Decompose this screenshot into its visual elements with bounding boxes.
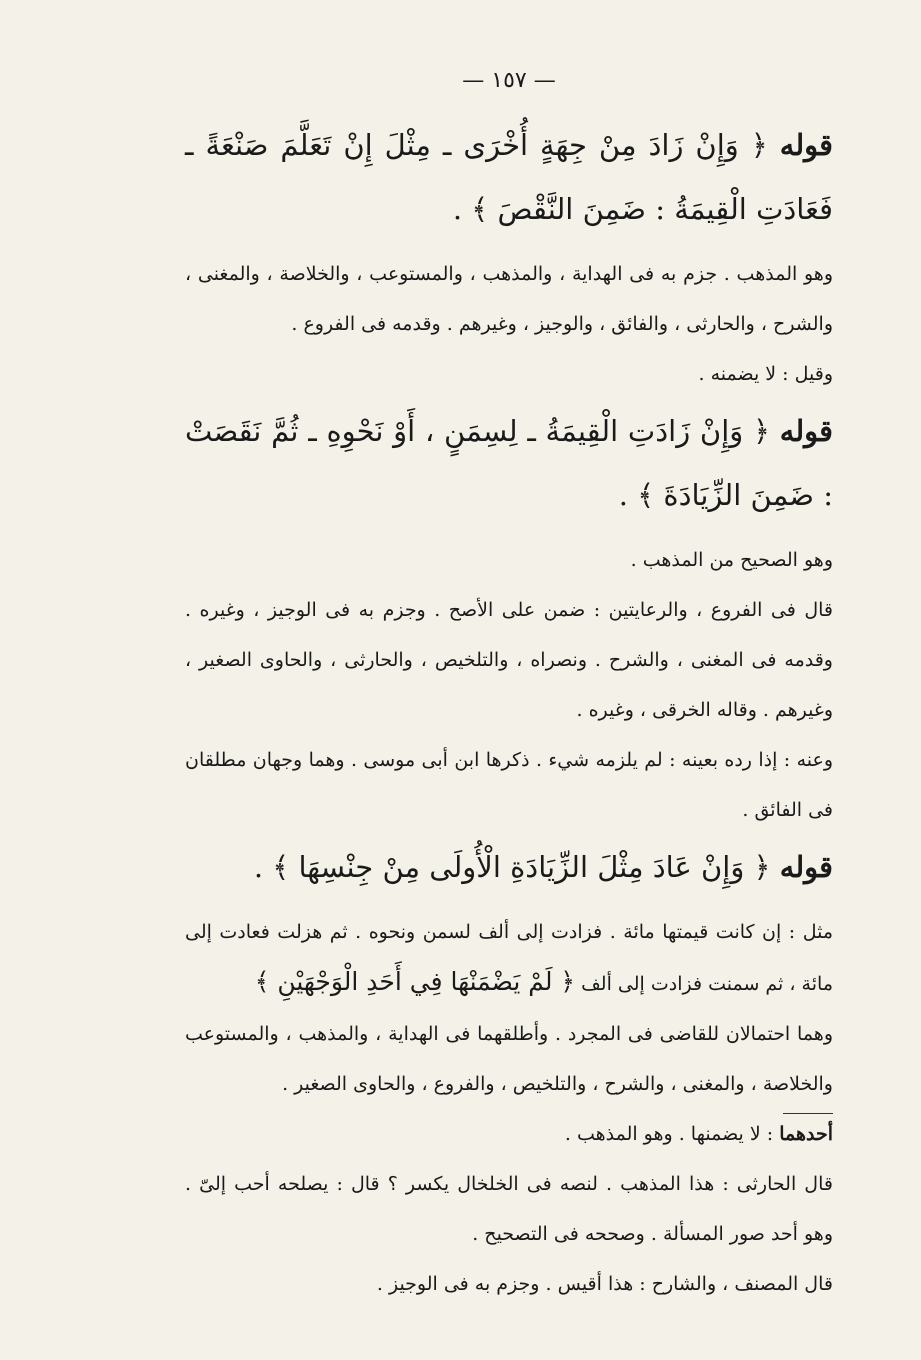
commentary-paragraph: قال فى الفروع ، والرعايتين : ضمن على الأصح . وجزم به فى الوجيز ، وغيره . وقدمه فى المغنى ، والشرح . ونصراه ، والتلخيص ، والحارثى ، والحاوى الصغير ، وغيرهم . وقاله الخرقى ، وغيره . [185,599,833,721]
example-quote: ﴿ لَمْ يَضْمَنْهَا فِي أَحَدِ الْوَجْهَيْنِ ﴾ [254,967,576,996]
quote-lead: قوله [779,128,834,162]
matn-quote-1 [185,113,833,241]
quote-text: ﴿ وَإِنْ زَادَتِ الْقِيمَةُ ـ لِسِمَنٍ ، أَوْ نَحْوِهِ ـ ثُمَّ نَقَصَتْ : ضَمِنَ الزِّيَادَةَ ﴾ . [185,414,833,512]
commentary-paragraph: قال المصنف ، والشارح : هذا أقيس . وجزم به فى الوجيز . [376,1273,833,1295]
first-opinion-paragraph [185,1109,833,1159]
matn-quote-3 [185,835,833,899]
quote-lead: قوله [779,850,833,884]
commentary-paragraph: وعنه : إذا رده بعينه : لم يلزمه شيء . ذكرها ابن أبى موسى . وهما وجهان مطلقان فى الفائق . [185,749,833,821]
commentary-paragraph: قال الحارثى : هذا المذهب . لنصه فى الخلخال يكسر ؟ قال : يصلحه أحب إلىّ . وهو أحد صور المسألة . وصححه فى التصحيح . [185,1173,833,1245]
divider-line [783,1113,833,1114]
commentary-paragraph: وهو المذهب . جزم به فى الهداية ، والمذهب ، والمستوعب ، والخلاصة ، والمغنى ، والشرح ، والحارثى ، والفائق ، والوجيز ، وغيرهم . وقدمه فى الفروع . [185,263,833,335]
example-paragraph [185,907,833,1009]
first-opinion-text: : لا يضمنها . وهو المذهب . [564,1123,774,1145]
quote-text: ﴿ وَإِنْ زَادَ مِنْ جِهَةٍ أُخْرَى ـ مِثْلَ إِنْ تَعَلَّمَ صَنْعَةً ـ فَعَادَتِ الْقِيمَةُ : ضَمِنَ النَّقْصَ ﴾ . [185,128,833,226]
matn-quote-2 [185,399,833,527]
quote-lead: قوله [779,414,834,448]
commentary-paragraph: وهما احتمالان للقاضى فى المجرد . وأطلقهما فى الهداية ، والمذهب ، والمستوعب والخلاصة ، والمغنى ، والشرح ، والتلخيص ، والفروع ، والحاوى الصغير . [185,1023,833,1095]
first-opinion-label: أحدهما [779,1123,833,1145]
example-text: مثل : إن كانت قيمتها مائة . فزادت إلى ألف لسمن ونحوه . ثم هزلت فعادت إلى مائة ، ثم سمنت فزادت إلى ألف [185,921,833,995]
commentary-paragraph: وقيل : لا يضمنه . [698,363,833,385]
quote-text: ﴿ وَإِنْ عَادَ مِثْلَ الزِّيَادَةِ الْأُولَى مِنْ جِنْسِهَا ﴾ . [253,850,771,884]
commentary-paragraph: وهو الصحيح من المذهب . [630,549,833,571]
page-number: — ١٥٧ — [462,68,556,93]
